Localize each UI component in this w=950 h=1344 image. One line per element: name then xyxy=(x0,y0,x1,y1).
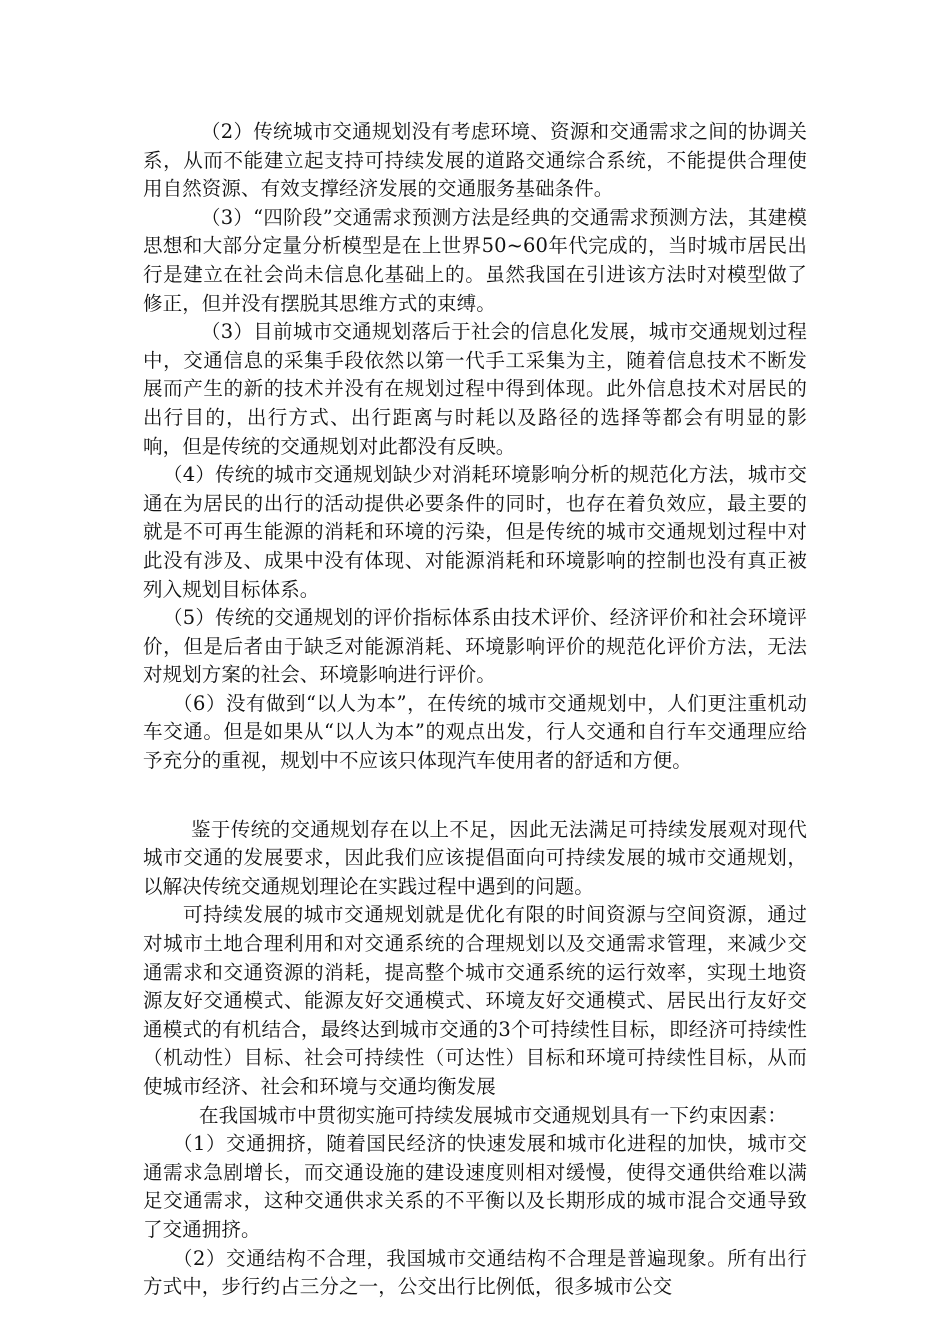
paragraph-sustainable-advocacy: 鉴于传统的交通规划存在以上不足，因此无法满足可持续发展观对现代城市交通的发展要求，因此我们应该提倡面向可持续发展的城市交通规划，以解决传统交通规划理论在实践过程中遇到的问题。 xyxy=(143,817,807,898)
paragraph-people-oriented: （6）没有做到“以人为本”，在传统的城市交通规划中，人们更注重机动车交通。但是如果从“以人为本”的观点出发，行人交通和自行车交通理应给予充分的重视，规划中不应该只体现汽车使用者的舒适和方便。 xyxy=(143,691,807,773)
paragraph-four-stage-method: （3）“四阶段”交通需求预测方法是经典的交通需求预测方法，其建模思想和大部分定量分析模型是在上世界50~60年代完成的，当时城市居民出行是建立在社会尚未信息化基础上的。虽然我国在引进该方法时对模型做了修正，但并没有摆脱其思维方式的束缚。 xyxy=(143,205,807,315)
document-body xyxy=(143,118,807,1302)
paragraph-traffic-structure: （2）交通结构不合理，我国城市交通结构不合理是普遍现象。所有出行方式中，步行约占三分之一，公交出行比例低，很多城市公交 xyxy=(143,1246,807,1299)
paragraph-informatization-lag: （3）目前城市交通规划落后于社会的信息化发展，城市交通规划过程中，交通信息的采集手段依然以第一代手工采集为主，随着信息技术不断发展而产生的新的技术并没有在规划过程中得到体现。此外信息技术对居民的出行目的，出行方式、出行距离与时耗以及路径的选择等都会有明显的影响，但是传统的交通规划对此都没有反映。 xyxy=(143,320,807,458)
paragraph-traffic-congestion: （1）交通拥挤，随着国民经济的快速发展和城市化进程的加快，城市交通需求急剧增长，而交通设施的建设速度则相对缓慢，使得交通供给难以满足交通需求，这种交通供求关系的不平衡以及长期形成的城市混合交通导致了交通拥挤。 xyxy=(143,1132,807,1241)
paragraph-constraints-intro: 在我国城市中贯彻实施可持续发展城市交通规划具有一下约束因素： xyxy=(199,1103,788,1127)
paragraph-traditional-planning-coordination: （2）传统城市交通规划没有考虑环境、资源和交通需求之间的协调关系，从而不能建立起支持可持续发展的道路交通综合系统，不能提供合理使用自然资源、有效支撑经济发展的交通服务基础条件。 xyxy=(143,120,807,201)
paragraph-spacer xyxy=(143,776,807,816)
paragraph-environmental-impact: （4）传统的城市交通规划缺少对消耗环境影响分析的规范化方法，城市交通在为居民的出行的活动提供必要条件的同时，也存在着负效应，最主要的就是不可再生能源的消耗和环境的污染，但是传统的城市交通规划过程中对此没有涉及、成果中没有体现、对能源消耗和环境影响的控制也没有真正被列入规划目标体系。 xyxy=(143,463,807,601)
paragraph-evaluation-indicators: （5）传统的交通规划的评价指标体系由技术评价、经济评价和社会环境评价，但是后者由于缺乏对能源消耗、环境影响评价的规范化评价方法，无法对规划方案的社会、环境影响进行评价。 xyxy=(143,606,807,687)
paragraph-sustainable-definition: 可持续发展的城市交通规划就是优化有限的时间资源与空间资源，通过对城市土地合理利用和对交通系统的合理规划以及交通需求管理，来减少交通需求和交通资源的消耗，提高整个城市交通系统的运行效率，实现土地资源友好交通模式、能源友好交通模式、环境友好交通模式、居民出行友好交通模式的有机结合，最终达到城市交通的3个可持续性目标，即经济可持续性（机动性）目标、社会可持续性（可达性）目标和环境可持续性目标，从而使城市经济、社会和环境与交通均衡发展 xyxy=(143,903,807,1098)
